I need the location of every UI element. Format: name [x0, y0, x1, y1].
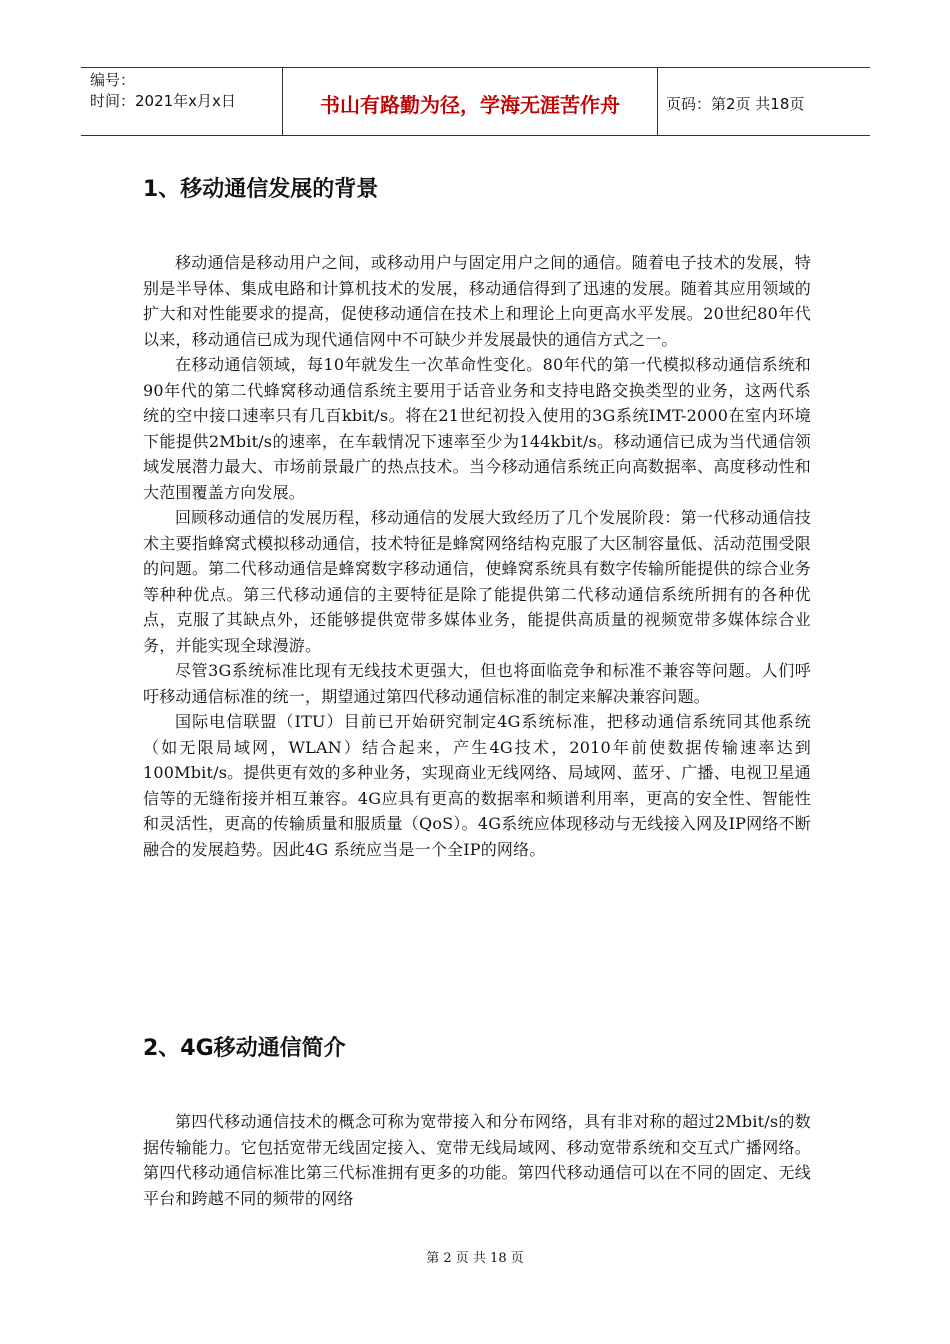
- paragraph: 第四代移动通信技术的概念可称为宽带接入和分布网络，具有非对称的超过2Mbit/s的数据传输能力。它包括宽带无线固定接入、宽带无线局域网、移动宽带系统和交互式广播网络。第四代移动通信标准比第三代标准拥有更多的功能。第四代移动通信可以在不同的固定、无线平台和跨越不同的频带的网络: [143, 1112, 811, 1208]
- section-2-heading: 2、4G移动通信简介: [143, 1036, 346, 1061]
- paragraph: 回顾移动通信的发展历程，移动通信的发展大致经历了几个发展阶段：第一代移动通信技术主要指蜂窝式模拟移动通信，技术特征是蜂窝网络结构克服了大区制容量低、活动范围受限的问题。第二代移动通信是蜂窝数字移动通信，使蜂窝系统具有数字传输所能提供的综合业务等种种优点。第三代移动通信的主要特征是除了能提供第二代移动通信系统所拥有的各种优点，克服了其缺点外，还能够提供宽带多媒体业务，能提供高质量的视频宽带多媒体综合业务，并能实现全球漫游。: [143, 508, 811, 655]
- paragraph: 在移动通信领域，每10年就发生一次革命性变化。80年代的第一代模拟移动通信系统和90年代的第二代蜂窝移动通信系统主要用于话音业务和支持电路交换类型的业务，这两代系统的空中接口速率只有几百kbit/s。将在21世纪初投入使用的3G系统IMT-2000在室内环境下能提供2Mbit/s的速率，在车载情况下速率至少为144kbit/s。移动通信已成为当代通信领域发展潜力最大、市场前景最广的热点技术。当今移动通信系统正向高数据率、高度移动性和大范围覆盖方向发展。: [143, 355, 811, 502]
- header-motto: 书山有路勤为径，学海无涯苦作舟: [282, 68, 658, 135]
- section-2-body: [143, 1109, 811, 1211]
- paragraph: 尽管3G系统标准比现有无线技术更强大，但也将面临竞争和标准不兼容等问题。人们呼吁移动通信标准的统一，期望通过第四代移动通信标准的制定来解决兼容问题。: [143, 661, 811, 706]
- document-header: [81, 67, 870, 136]
- time-label: 时间：2021年x月x日: [90, 92, 236, 110]
- header-page-label: 页码：第2页 共18页: [666, 95, 805, 113]
- page-footer: 第 2 页 共 18 页: [426, 1251, 524, 1266]
- paragraph: 国际电信联盟（ITU）目前已开始研究制定4G系统标准，把移动通信系统同其他系统（如无限局域网，WLAN）结合起来，产生4G技术，2010年前使数据传输速率达到100Mbit/s。提供更有效的多种业务，实现商业无线网络、局域网、蓝牙、广播、电视卫星通信等的无缝衔接并相互兼容。4G应具有更高的数据率和频谱利用率，更高的安全性、智能性和灵活性，更高的传输质量和服质量（QoS）。4G系统应体现移动与无线接入网及IP网络不断融合的发展趋势。因此4G 系统应当是一个全IP的网络。: [143, 712, 811, 859]
- section-1-body: [143, 250, 811, 862]
- header-meta: [81, 68, 282, 135]
- paragraph: 移动通信是移动用户之间，或移动用户与固定用户之间的通信。随着电子技术的发展，特别是半导体、集成电路和计算机技术的发展，移动通信得到了迅速的发展。随着其应用领域的扩大和对性能要求的提高，促使移动通信在技术上和理论上向更高水平发展。20世纪80年代以来，移动通信已成为现代通信网中不可缺少并发展最快的通信方式之一。: [143, 253, 811, 349]
- section-1-heading: 1、移动通信发展的背景: [143, 177, 379, 202]
- number-label: 编号：: [90, 71, 136, 89]
